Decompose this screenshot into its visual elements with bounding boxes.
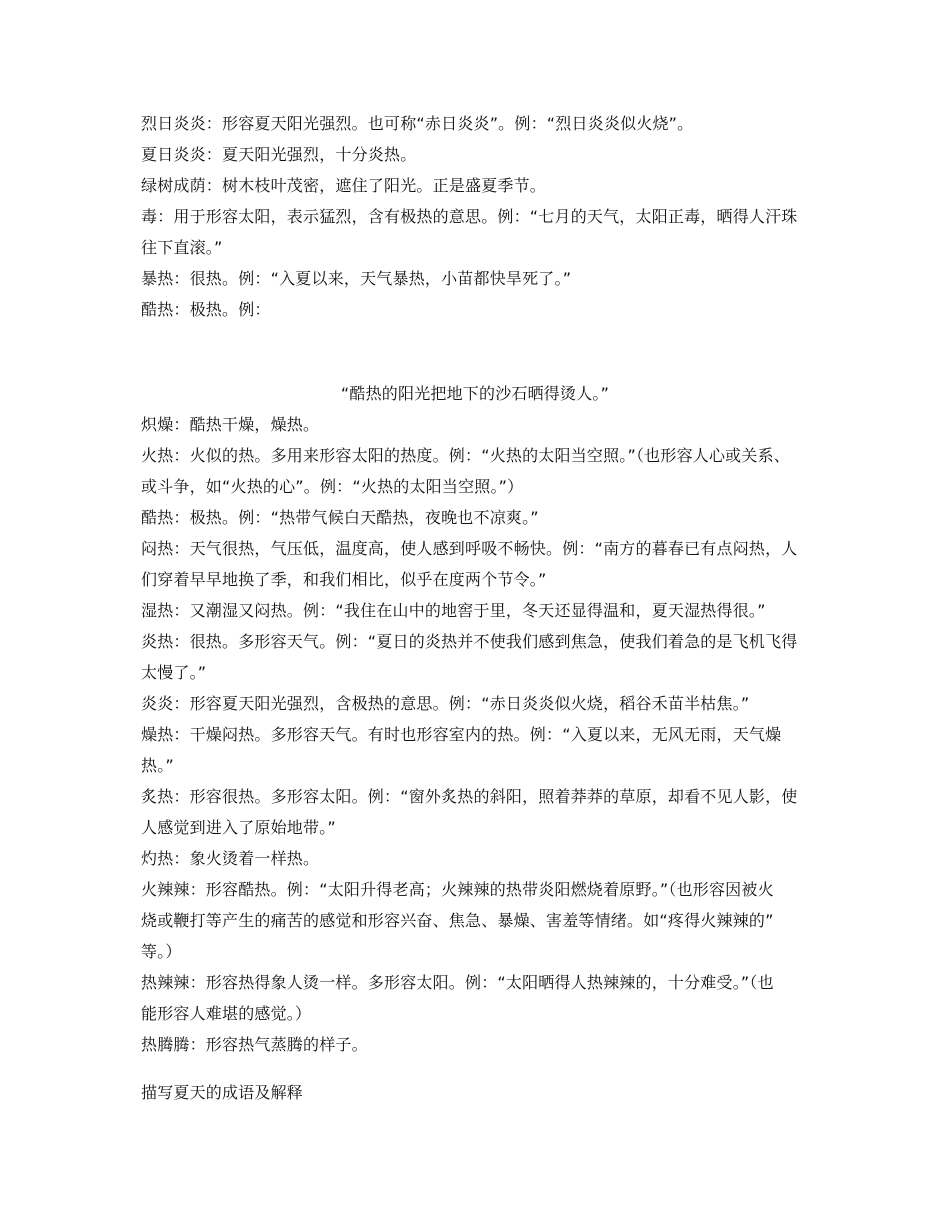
text-line: 毒：用于形容太阳，表示猛烈，含有极热的意思。例：“七月的天气，太阳正毒，晒得人汗珠 <box>141 207 798 226</box>
centered-quote: “酷热的阳光把地下的沙石晒得烫人。” <box>340 384 610 403</box>
text-line: 灼热：象火烫着一样热。 <box>141 849 320 868</box>
text-line: 炎炎：形容夏天阳光强烈，含极热的意思。例：“赤日炎炎似火烧，稻谷禾苗半枯焦。” <box>141 694 750 713</box>
text-line: 太慢了。” <box>141 663 207 682</box>
text-line: 火热：火似的热。多用来形容太阳的热度。例：“火热的太阳当空照。”（也形容人心或关系、 <box>141 446 790 465</box>
text-line: 等。） <box>141 942 182 961</box>
text-line: 湿热：又潮湿又闷热。例：“我住在山中的地窖于里，冬天还显得温和，夏天湿热得很。” <box>141 601 766 620</box>
text-line: 闷热：天气很热，气压低，温度高，使人感到呼吸不畅快。例：“南方的暮春已有点闷热，人 <box>141 539 798 558</box>
text-line: 绿树成荫：树木枝叶茂密，遮住了阳光。正是盛夏季节。 <box>141 176 547 195</box>
text-line: 能形容人难堪的感觉。） <box>141 1004 312 1023</box>
text-line: 火辣辣：形容酷热。例：“太阳升得老高；火辣辣的热带炎阳燃烧着原野。”（也形容因被火 <box>141 880 774 899</box>
text-line: 们穿着早早地换了季，和我们相比，似乎在度两个节令。” <box>141 570 547 589</box>
text-line: 炙热：形容很热。多形容太阳。例：“窗外炙热的斜阳，照着莽莽的草原，却看不见人影，使 <box>141 787 798 806</box>
text-line: 酷热：极热。例： <box>141 300 271 319</box>
text-line: 烈日炎炎：形容夏天阳光强烈。也可称“赤日炎炎”。例：“烈日炎炎似火烧”。 <box>141 114 694 133</box>
text-line: 热辣辣：形容热得象人烫一样。多形容太阳。例：“太阳晒得人热辣辣的，十分难受。”（也 <box>141 973 774 992</box>
text-line: 人感觉到进入了原始地带。” <box>141 818 336 837</box>
text-line: 夏日炎炎：夏天阳光强烈，十分炎热。 <box>141 145 417 164</box>
section-heading: 描写夏天的成语及解释 <box>141 1083 304 1102</box>
text-line: 暴热：很热。例：“入夏以来，天气暴热，小苗都快旱死了。” <box>141 269 572 288</box>
text-line: 热腾腾：形容热气蒸腾的样子。 <box>141 1035 368 1054</box>
text-line: 炎热：很热。多形容天气。例：“夏日的炎热并不使我们感到焦急，使我们着急的是飞机飞得 <box>141 632 798 651</box>
text-line: 往下直滚。” <box>141 238 223 257</box>
text-line: 炽燥：酷热干燥，燥热。 <box>141 415 320 434</box>
text-line: 烧或鞭打等产生的痛苦的感觉和形容兴奋、焦急、暴燥、害羞等情绪。如“疼得火辣辣的” <box>141 911 774 930</box>
text-line: 燥热：干燥闷热。多形容天气。有时也形容室内的热。例：“入夏以来，无风无雨，天气燥 <box>141 725 782 744</box>
text-line: 或斗争，如“火热的心”。例：“火热的太阳当空照。”） <box>141 477 524 496</box>
text-line: 热。” <box>141 756 174 775</box>
text-line: 酷热：极热。例：“热带气候白天酷热，夜晚也不凉爽。” <box>141 508 539 527</box>
